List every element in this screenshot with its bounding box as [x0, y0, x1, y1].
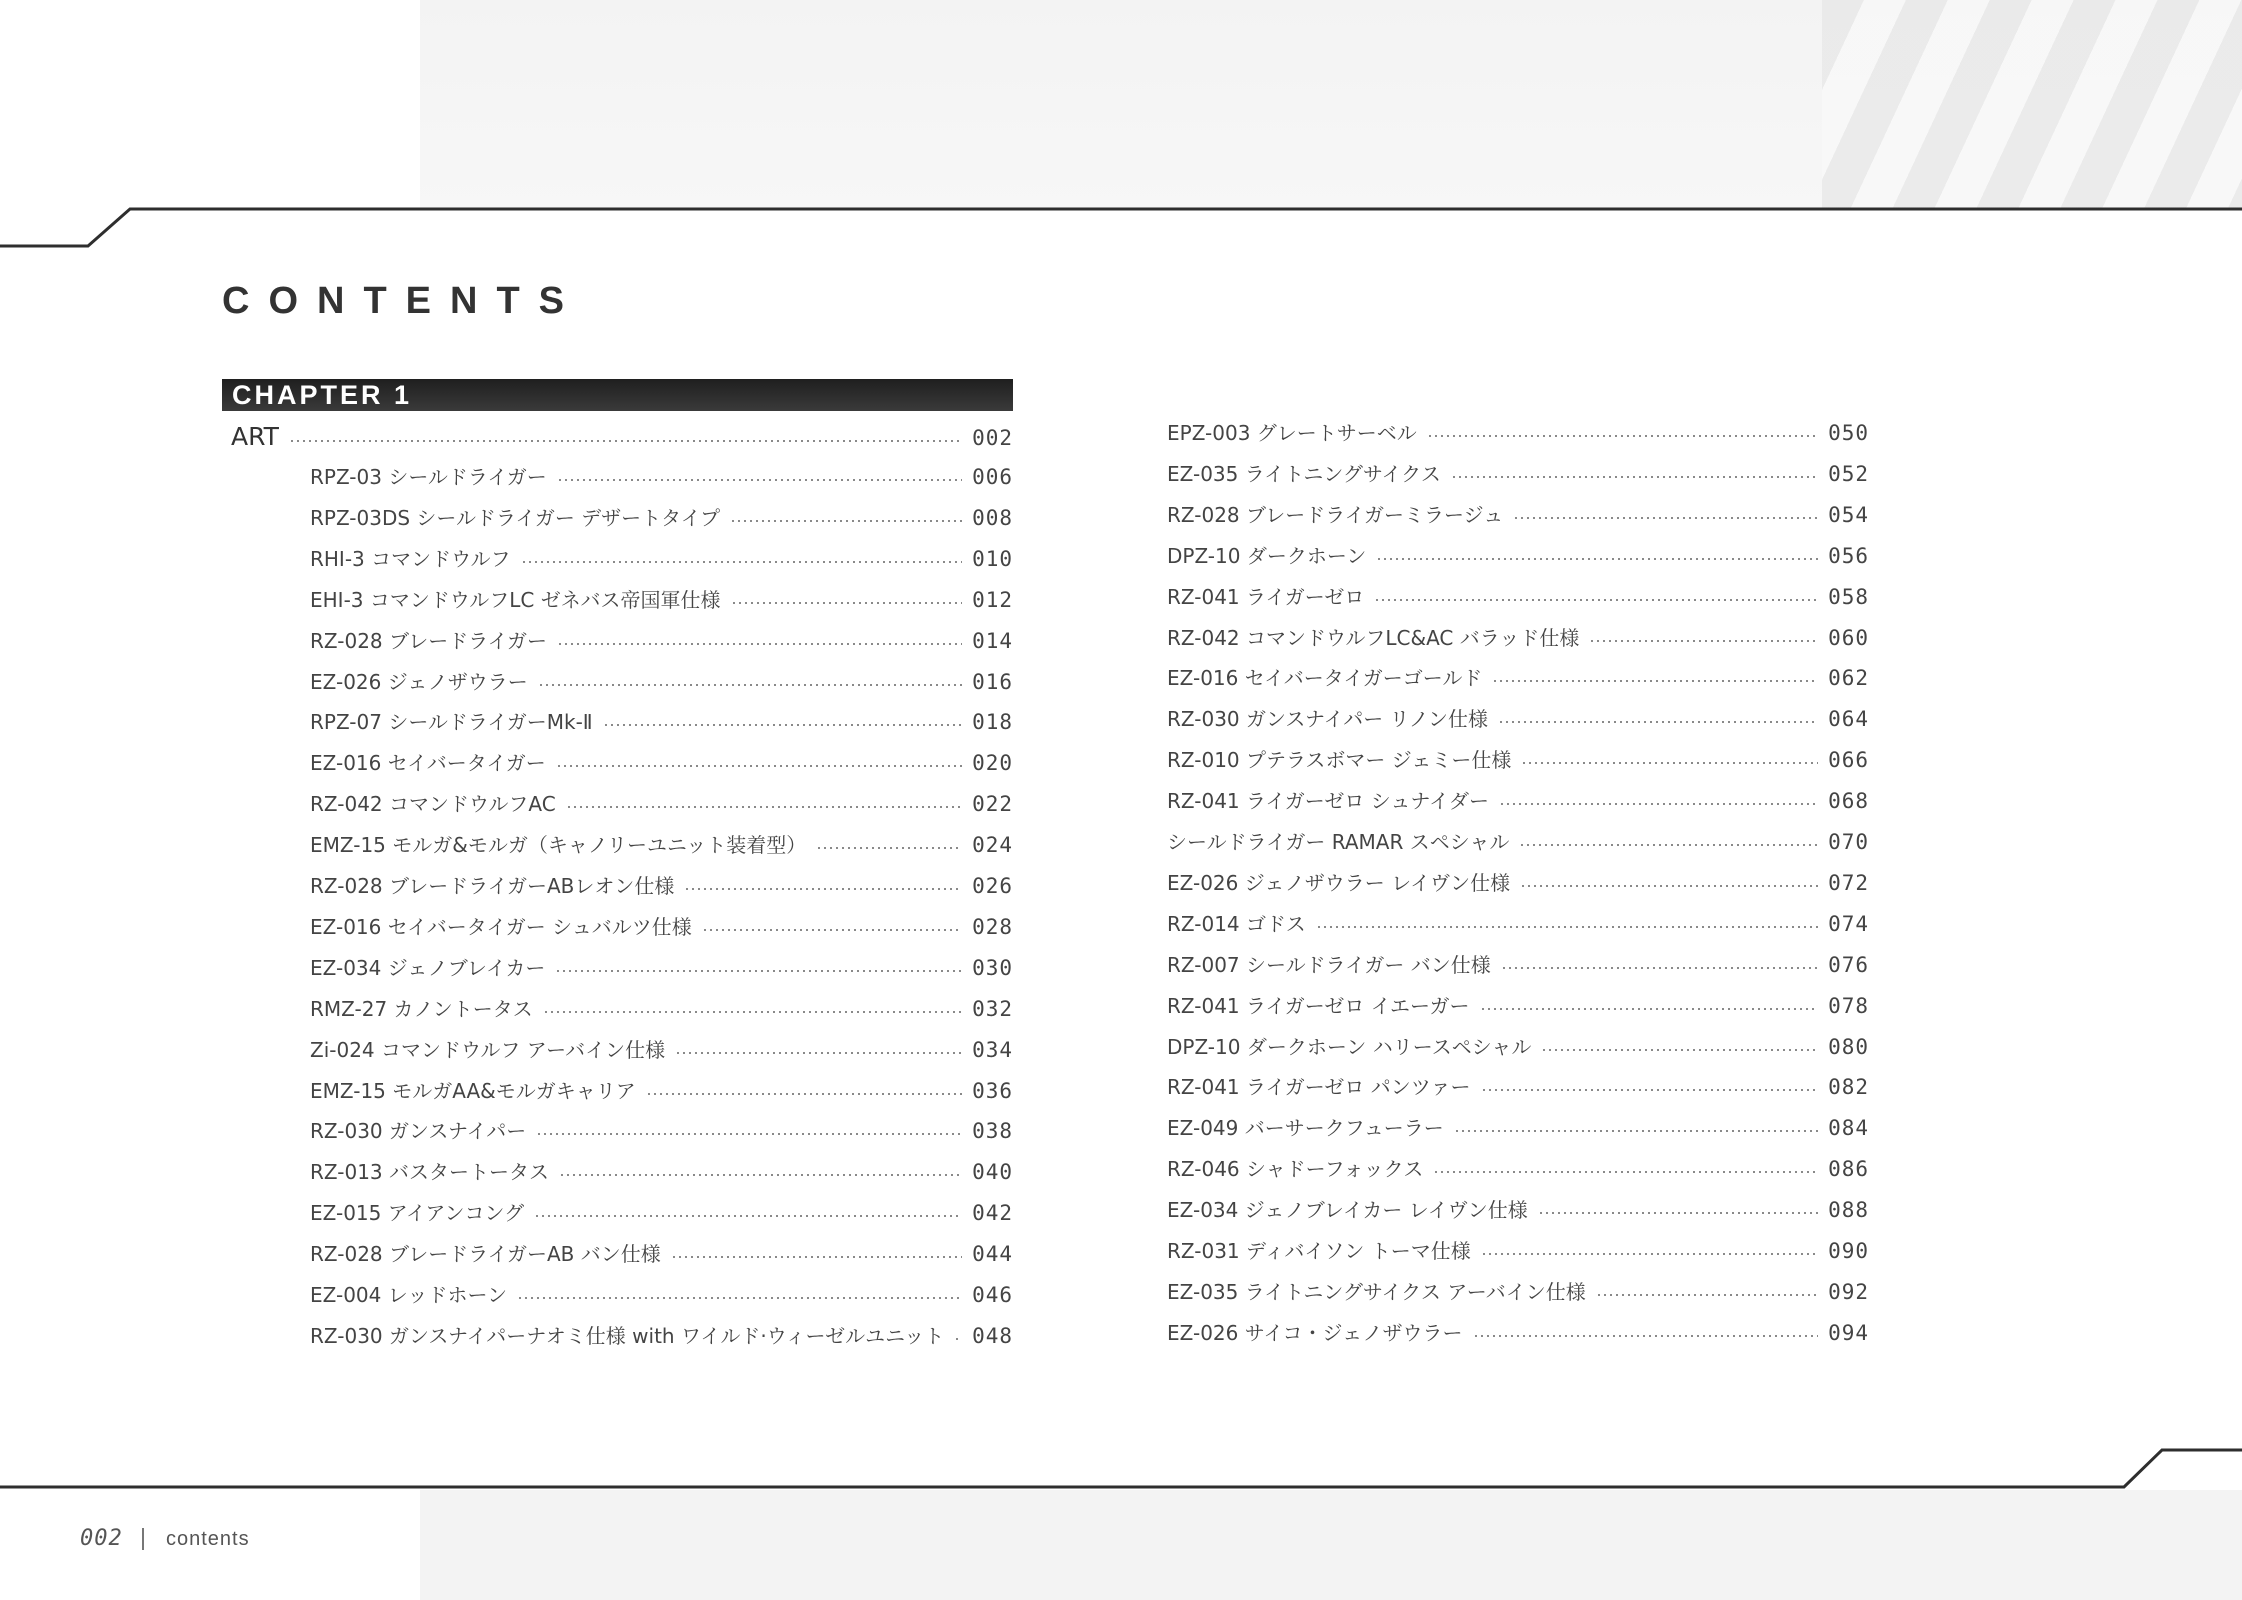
leader-dots: [1481, 1089, 1819, 1091]
toc-entry-page: 020: [972, 751, 1013, 776]
toc-entry[interactable]: [1167, 827, 1869, 857]
leader-dots: [521, 561, 963, 563]
leader-dots: [675, 1052, 962, 1054]
toc-entry[interactable]: [1167, 1318, 1869, 1348]
leader-dots: [1492, 680, 1818, 682]
toc-entry-label: RZ-031 ディバイソン トーマ仕様: [1167, 1239, 1471, 1263]
leader-dots: [538, 684, 962, 686]
toc-entry-label: RZ-030 ガンスナイパーナオミ仕様 with ワイルド·ウィーゼルユニット: [310, 1323, 945, 1348]
toc-entry[interactable]: [310, 1198, 1013, 1228]
toc-entry[interactable]: [310, 748, 1013, 778]
toc-entry[interactable]: [1167, 786, 1869, 816]
toc-entry-page: 038: [972, 1119, 1013, 1144]
toc-entry-label: EZ-026 サイコ・ジェノザウラー: [1167, 1320, 1463, 1345]
toc-entry-label: EZ-049 バーサークフューラー: [1167, 1116, 1444, 1141]
toc-entry[interactable]: [1167, 1236, 1869, 1266]
chapter-header-bar: [222, 379, 1013, 411]
toc-entry[interactable]: [1167, 950, 1869, 980]
bottom-frame-line: [0, 1450, 2242, 1487]
toc-entry[interactable]: [1167, 1113, 1869, 1143]
toc-entry[interactable]: [310, 1035, 1013, 1065]
toc-entry-page: 044: [972, 1242, 1013, 1267]
toc-entry-page: 048: [972, 1323, 1013, 1348]
toc-entry[interactable]: [1167, 623, 1869, 653]
toc-entry-label: RZ-014 ゴドス: [1167, 911, 1306, 936]
toc-entry-page: 058: [1828, 584, 1869, 609]
toc-entry-page: 056: [1828, 543, 1869, 568]
toc-entry[interactable]: [310, 953, 1013, 983]
toc-entry[interactable]: [1167, 500, 1869, 530]
leader-dots: [1501, 967, 1818, 969]
toc-entry-page: 028: [972, 914, 1013, 939]
toc-entry[interactable]: [1167, 745, 1869, 775]
toc-entry-page: 018: [972, 710, 1013, 735]
toc-entry-page: 046: [972, 1283, 1013, 1307]
footer-label: contents: [166, 1528, 250, 1550]
leader-dots: [1589, 640, 1818, 642]
leader-dots: [646, 1093, 962, 1095]
leader-dots: [702, 929, 962, 931]
section-page-number: 002: [972, 426, 1013, 450]
toc-entry-page: 094: [1828, 1320, 1869, 1345]
toc-entry-label: EZ-026 ジェノザウラー: [310, 669, 528, 694]
toc-entry[interactable]: [1167, 582, 1869, 612]
toc-entry-page: 062: [1828, 666, 1869, 691]
toc-entry[interactable]: [310, 707, 1013, 737]
toc-entry-label: EZ-015 アイアンコング: [310, 1201, 525, 1226]
leader-dots: [517, 1297, 962, 1299]
toc-entry-label: EZ-034 ジェノブレイカー レイヴン仕様: [1167, 1198, 1528, 1223]
leader-dots: [1538, 1212, 1818, 1214]
toc-entry-label: EZ-026 ジェノザウラー レイヴン仕様: [1167, 870, 1511, 895]
leader-dots: [730, 520, 962, 522]
toc-entry[interactable]: [310, 912, 1013, 942]
toc-entry-page: 076: [1828, 952, 1869, 977]
toc-entry[interactable]: [310, 544, 1013, 574]
leader-dots: [1519, 844, 1818, 846]
toc-entry-page: 022: [972, 792, 1013, 817]
leader-dots: [534, 1215, 962, 1217]
leader-dots: [1451, 476, 1818, 478]
leader-dots: [1541, 1049, 1818, 1051]
toc-entry-label: RZ-010 プテラスボマー ジェミー仕様: [1167, 748, 1512, 773]
toc-entry[interactable]: [310, 585, 1013, 615]
toc-entry-page: 040: [972, 1160, 1013, 1185]
toc-entry-label: EMZ-15 モルガ&モルガ（キャノリーユニット装着型）: [310, 833, 807, 858]
leader-dots: [536, 1133, 962, 1135]
leader-dots: [816, 847, 962, 849]
leader-dots: [1374, 599, 1818, 601]
toc-entry-page: 086: [1828, 1157, 1869, 1182]
toc-entry[interactable]: [1167, 868, 1869, 898]
footer-divider: [142, 1528, 144, 1550]
toc-entry-page: 008: [972, 505, 1013, 530]
leader-dots: [555, 970, 962, 972]
toc-entry[interactable]: [310, 1321, 1013, 1351]
toc-entry-page: 068: [1828, 789, 1869, 814]
toc-entry-label: RZ-028 ブレードライガー: [310, 628, 547, 653]
leader-dots: [557, 643, 962, 645]
leader-dots: [1521, 762, 1818, 764]
toc-entry-page: 024: [972, 833, 1013, 858]
toc-entry[interactable]: [1167, 1277, 1869, 1307]
toc-entry-label: RZ-030 ガンスナイパー リノン仕様: [1167, 707, 1488, 732]
page-title: CONTENTS: [222, 280, 583, 322]
toc-entry-label: RMZ-27 カノントータス: [310, 996, 533, 1021]
leader-dots: [1427, 435, 1818, 437]
toc-entry[interactable]: [310, 789, 1013, 819]
leader-dots: [1376, 558, 1818, 560]
toc-entry-page: 064: [1828, 707, 1869, 732]
toc-entry-page: 088: [1828, 1198, 1869, 1223]
toc-entry[interactable]: [310, 667, 1013, 697]
leader-dots: [603, 724, 962, 726]
toc-entry-label: EZ-035 ライトニングサイクス: [1167, 461, 1441, 486]
toc-entry[interactable]: [1167, 704, 1869, 734]
toc-entry[interactable]: [1167, 663, 1869, 693]
toc-entry-page: 054: [1828, 502, 1869, 527]
toc-entry-page: 014: [972, 628, 1013, 653]
toc-entry-page: 090: [1828, 1239, 1869, 1263]
footer-page-number: 002: [80, 1526, 123, 1551]
toc-entry[interactable]: [1167, 909, 1869, 939]
chapter-label: CHAPTER 1: [232, 380, 413, 410]
toc-entry-label: EHI-3 コマンドウルフLC ゼネバス帝国軍仕様: [310, 587, 721, 612]
toc-entry-page: 052: [1828, 461, 1869, 486]
toc-entry-label: Zi-024 コマンドウルフ アーバイン仕様: [310, 1037, 666, 1062]
leader-dots: [1480, 1008, 1819, 1010]
toc-entry[interactable]: [310, 626, 1013, 656]
leader-dots: [684, 888, 962, 890]
toc-entry-label: EZ-004 レッドホーン: [310, 1283, 508, 1307]
leader-dots: [1520, 885, 1818, 887]
toc-entry-page: 070: [1828, 830, 1869, 854]
toc-entry-page: 060: [1828, 625, 1869, 650]
toc-entry-page: 082: [1828, 1075, 1869, 1100]
leader-dots: [1498, 721, 1818, 723]
leader-dots: [557, 479, 962, 481]
toc-entry[interactable]: [1167, 1072, 1869, 1102]
leader-dots: [289, 440, 962, 442]
toc-entry[interactable]: [1167, 418, 1869, 448]
toc-entry-label: EPZ-003 グレートサーベル: [1167, 421, 1417, 445]
top-frame-line: [0, 209, 2242, 246]
toc-entry[interactable]: [310, 1116, 1013, 1146]
leader-dots: [559, 1174, 962, 1176]
toc-entry-label: RPZ-07 シールドライガーMk-Ⅱ: [310, 710, 593, 735]
leader-dots: [1481, 1253, 1818, 1255]
toc-entry-page: 050: [1828, 421, 1869, 445]
toc-entry-label: RZ-030 ガンスナイパー: [310, 1119, 527, 1144]
leader-dots: [1473, 1335, 1819, 1337]
leader-dots: [1499, 803, 1818, 805]
toc-entry-label: RZ-028 ブレードライガーミラージュ: [1167, 502, 1504, 527]
toc-entry-label: EZ-035 ライトニングサイクス アーバイン仕様: [1167, 1279, 1586, 1304]
toc-entry[interactable]: [310, 1076, 1013, 1106]
toc-entry[interactable]: [310, 830, 1013, 860]
toc-entry-label: RZ-041 ライガーゼロ: [1167, 584, 1365, 609]
toc-entry-label: RZ-041 ライガーゼロ イエーガー: [1167, 993, 1470, 1018]
toc-entry-label: RHI-3 コマンドウルフ: [310, 546, 511, 571]
toc-entry-page: 072: [1828, 870, 1869, 895]
toc-entry[interactable]: [1167, 541, 1869, 571]
toc-entry-page: 042: [972, 1201, 1013, 1226]
toc-entry-page: 012: [972, 587, 1013, 612]
leader-dots: [1513, 517, 1818, 519]
toc-entry-label: EZ-016 セイバータイガーゴールド: [1167, 666, 1483, 691]
section-label: ART: [231, 422, 279, 451]
toc-entry[interactable]: [1167, 1195, 1869, 1225]
toc-entry-page: 032: [972, 996, 1013, 1021]
toc-entry-label: EMZ-15 モルガAA&モルガキャリア: [310, 1078, 636, 1103]
toc-entry-label: シールドライガー RAMAR スペシャル: [1167, 830, 1510, 854]
toc-entry-label: DPZ-10 ダークホーン ハリースペシャル: [1167, 1034, 1532, 1059]
toc-entry-page: 006: [972, 465, 1013, 489]
toc-entry-label: RZ-042 コマンドウルフLC&AC バラッド仕様: [1167, 625, 1580, 650]
toc-entry-label: RZ-041 ライガーゼロ シュナイダー: [1167, 789, 1489, 814]
toc-entry-label: RZ-028 ブレードライガーAB バン仕様: [310, 1242, 661, 1267]
toc-entry-page: 080: [1828, 1034, 1869, 1059]
toc-entry-page: 036: [972, 1078, 1013, 1103]
leader-dots: [731, 602, 963, 604]
toc-entry-page: 078: [1828, 993, 1869, 1018]
toc-entry[interactable]: [1167, 1032, 1869, 1062]
toc-entry-label: RZ-007 シールドライガー バン仕様: [1167, 952, 1491, 977]
toc-entry[interactable]: [1167, 459, 1869, 489]
toc-entry-label: RZ-041 ライガーゼロ パンツァー: [1167, 1075, 1471, 1100]
toc-entry-label: EZ-034 ジェノブレイカー: [310, 955, 546, 980]
leader-dots: [1316, 926, 1818, 928]
toc-entry[interactable]: [310, 1157, 1013, 1187]
toc-entry-label: EZ-016 セイバータイガー シュバルツ仕様: [310, 914, 692, 939]
toc-entry-label: RZ-042 コマンドウルフAC: [310, 792, 556, 817]
leader-dots: [566, 806, 962, 808]
leader-dots: [954, 1338, 962, 1340]
toc-section-art[interactable]: [231, 422, 1013, 453]
toc-entry-page: 030: [972, 955, 1013, 980]
toc-entry[interactable]: [310, 1280, 1013, 1310]
toc-entry-label: EZ-016 セイバータイガー: [310, 751, 546, 776]
leader-dots: [1454, 1130, 1818, 1132]
toc-entry-page: 034: [972, 1037, 1013, 1062]
toc-entry-page: 092: [1828, 1279, 1869, 1304]
leader-dots: [671, 1256, 962, 1258]
toc-entry-label: RPZ-03 シールドライガー: [310, 465, 547, 489]
toc-entry-label: DPZ-10 ダークホーン: [1167, 543, 1367, 568]
toc-entry-page: 074: [1828, 911, 1869, 936]
toc-entry-page: 010: [972, 546, 1013, 571]
toc-entry-page: 016: [972, 669, 1013, 694]
toc-entry[interactable]: [1167, 991, 1869, 1021]
toc-entry-page: 066: [1828, 748, 1869, 773]
toc-entry[interactable]: [1167, 1154, 1869, 1184]
leader-dots: [556, 765, 962, 767]
leader-dots: [1596, 1294, 1818, 1296]
toc-entry-label: RZ-028 ブレードライガーABレオン仕様: [310, 874, 675, 898]
toc-entry-page: 084: [1828, 1116, 1869, 1141]
toc-entry[interactable]: [310, 994, 1013, 1024]
toc-entry[interactable]: [310, 503, 1013, 533]
toc-entry-label: RPZ-03DS シールドライガー デザートタイプ: [310, 505, 721, 530]
leader-dots: [543, 1011, 962, 1013]
toc-entry[interactable]: [310, 462, 1013, 492]
toc-entry-page: 026: [972, 874, 1013, 898]
toc-entry[interactable]: [310, 871, 1013, 901]
toc-entry-label: RZ-013 バスタートータス: [310, 1160, 549, 1185]
leader-dots: [1433, 1171, 1818, 1173]
toc-entry[interactable]: [310, 1239, 1013, 1269]
toc-entry-label: RZ-046 シャドーフォックス: [1167, 1157, 1424, 1182]
